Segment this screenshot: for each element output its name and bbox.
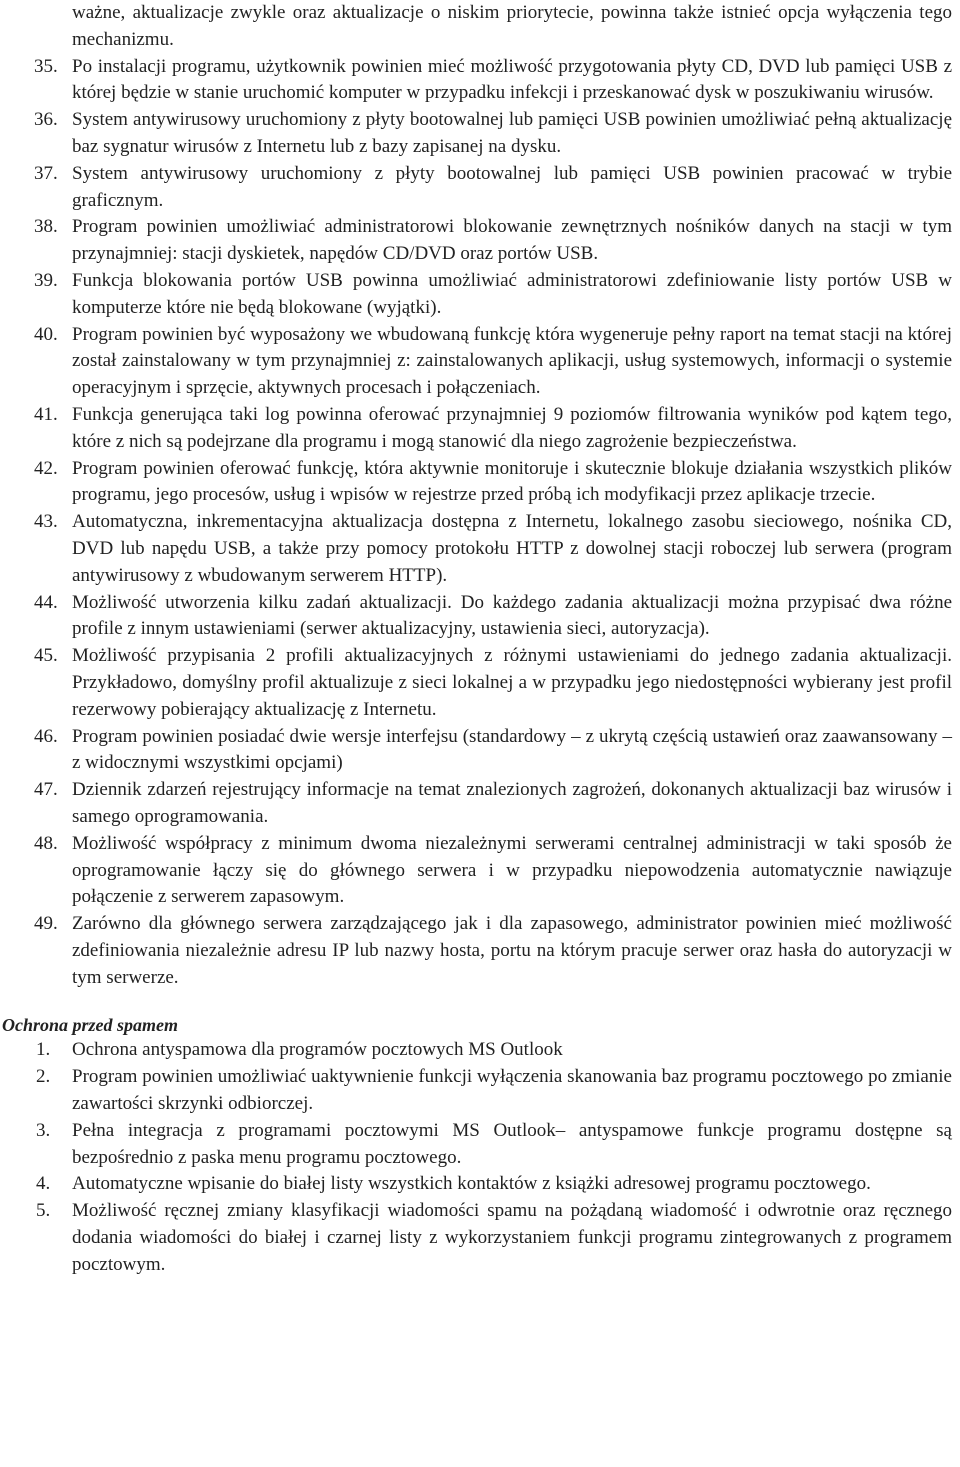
- item-number: 41.: [34, 403, 58, 425]
- item-number: 44.: [34, 591, 58, 613]
- item-text: Automatyczne wpisanie do białej listy wszystkich kontaktów z książki adresowej programu pocztowego.: [72, 1173, 871, 1195]
- list-item: [0, 107, 960, 161]
- list-item: [0, 590, 960, 644]
- list-item: [0, 1171, 960, 1198]
- item-number: 37.: [34, 162, 58, 184]
- item-number: 47.: [34, 779, 58, 801]
- spam-requirements-list: [0, 1037, 960, 1278]
- item-text: Program powinien posiadać dwie wersje interfejsu (standardowy – z ukrytą częścią ustawień oraz zaawansowany – z widocznymi wszystkimi opcjami): [72, 725, 952, 774]
- continuation-paragraph: ważne, aktualizacje zwykle oraz aktualizacje o niskim priorytecie, powinna także istnieć opcja wyłączenia tego mechanizmu.: [72, 2, 952, 50]
- list-item: [0, 322, 960, 402]
- item-number: 2.: [36, 1066, 51, 1088]
- item-text: Ochrona antyspamowa dla programów pocztowych MS Outlook: [72, 1039, 563, 1061]
- item-text: System antywirusowy uruchomiony z płyty bootowalnej lub pamięci USB powinien umożliwiać pełną aktualizację baz sygnatur wirusów z Internetu lub z bazy zapisanej na dysku.: [72, 109, 952, 157]
- item-number: 38.: [34, 216, 58, 238]
- item-number: 42.: [34, 457, 58, 479]
- item-number: 49.: [34, 913, 58, 935]
- list-item: [0, 402, 960, 456]
- item-number: 35.: [34, 55, 58, 77]
- item-number: 36.: [34, 109, 58, 131]
- item-number: 46.: [34, 725, 58, 747]
- item-text: Program powinien oferować funkcję, która aktywnie monitoruje i skutecznie blokuje działania wszystkich plików programu, jego procesów, usług i wpisów w rejestrze przed próbą ich modyfikacji przez aplikacje trzecie.: [72, 457, 952, 506]
- list-item: [0, 509, 960, 589]
- list-item: [0, 831, 960, 911]
- list-item: [0, 214, 960, 268]
- item-number: 5.: [36, 1200, 51, 1222]
- list-item: [0, 1198, 960, 1278]
- item-number: 39.: [34, 269, 58, 291]
- item-text: Funkcja generująca taki log powinna oferować przynajmniej 9 poziomów filtrowania wyników pod kątem tego, które z nich są podejrzane dla programu i mogą stanowić dla niego zagrożenie bezpieczeństwa.: [72, 403, 952, 452]
- item-text: Możliwość utworzenia kilku zadań aktualizacji. Do każdego zadania aktualizacji można przypisać dwa różne profile z innym ustawieniami (serwer aktualizacyjny, ustawienia sieci, autoryzacja).: [72, 591, 952, 640]
- item-number: 4.: [36, 1173, 51, 1195]
- list-item: [0, 54, 960, 108]
- item-text: Program powinien umożliwiać administratorowi blokowanie zewnętrznych nośników danych na stacji w tym przynajmniej: stacji dyskietek, napędów CD/DVD oraz portów USB.: [72, 216, 952, 265]
- list-item: [0, 268, 960, 322]
- item-text: Zarówno dla głównego serwera zarządzającego jak i dla zapasowego, administrator powinien mieć możliwość zdefiniowania niezależnie adresu IP lub nazwy hosta, portu na którym pracuje serwer oraz hasła do autoryzacji w tym serwerze.: [72, 913, 952, 988]
- item-text: Pełna integracja z programami pocztowymi MS Outlook– antyspamowe funkcje programu dostępne są bezpośrednio z paska menu programu pocztowego.: [72, 1119, 952, 1168]
- list-item: [0, 911, 960, 991]
- item-number: 3.: [36, 1119, 51, 1141]
- item-text: Program powinien umożliwiać uaktywnienie funkcji wyłączenia skanowania baz programu pocztowego po zmianie zawartości skrzynki odbiorczej.: [72, 1066, 952, 1115]
- item-number: 1.: [36, 1039, 51, 1061]
- list-item: [0, 724, 960, 778]
- item-text: Funkcja blokowania portów USB powinna umożliwiać administratorowi zdefiniowanie listy portów USB w komputerze które nie będą blokowane (wyjątki).: [72, 269, 952, 318]
- item-text: Możliwość współpracy z minimum dwoma niezależnymi serwerami centralnej administracji w taki sposób że oprogramowanie łączy się do głównego serwera i w przypadku niepowodzenia automatycznie nawiązuje połączenie z serwerem zapasowym.: [72, 832, 952, 908]
- item-text: Możliwość ręcznej zmiany klasyfikacji wiadomości spamu na pożądaną wiadomość i odwrotnie oraz ręcznego dodania wiadomości do białej i czarnej listy z wykorzystaniem funkcji programu zintegrowanych z programem pocztowym.: [72, 1200, 952, 1275]
- item-text: Możliwość przypisania 2 profili aktualizacyjnych z różnymi ustawieniami do jednego zadania aktualizacji. Przykładowo, domyślny profil aktualizuje z sieci lokalnej a w przypadku jego niedostępności wybierany jest profil rezerwowy pobierający aktualizację z Internetu.: [72, 645, 952, 720]
- list-item: [0, 1118, 960, 1172]
- item-text: System antywirusowy uruchomiony z płyty bootowalnej lub pamięci USB powinien pracować w trybie graficznym.: [72, 162, 952, 211]
- item-text: Program powinien być wyposażony we wbudowaną funkcję która wygeneruje pełny raport na temat stacji na której został zainstalowany w tym przynajmniej z: zainstalowanych aplikacji, usług systemowych, informacji o systemie operacyjnym i sprzęcie, aktywnych procesach i połączeniach.: [72, 323, 952, 399]
- list-item: [0, 161, 960, 215]
- requirements-list: [0, 54, 960, 992]
- item-text: Po instalacji programu, użytkownik powinien mieć możliwość przygotowania płyty CD, DVD lub pamięci USB z której będzie w stanie uruchomić komputer w przypadku infekcji i przeskanować dysk w poszukiwaniu wirusów.: [72, 55, 952, 104]
- list-item: [0, 777, 960, 831]
- list-item: [0, 1037, 960, 1064]
- item-number: 45.: [34, 645, 58, 667]
- item-number: 48.: [34, 832, 58, 854]
- item-number: 43.: [34, 511, 58, 533]
- item-text: Automatyczna, inkrementacyjna aktualizacja dostępna z Internetu, lokalnego zasobu sieciowego, nośnika CD, DVD lub napędu USB, a także przy pomocy protokołu HTTP z dowolnej stacji roboczej lub serwera (program antywirusowy z wbudowanym serwerem HTTP).: [72, 511, 952, 586]
- list-item: [0, 1064, 960, 1118]
- section-heading-spam: Ochrona przed spamem: [2, 1015, 179, 1036]
- list-item: [0, 643, 960, 723]
- list-item: [0, 456, 960, 510]
- item-number: 40.: [34, 323, 58, 345]
- item-text: Dziennik zdarzeń rejestrujący informacje na temat znalezionych zagrożeń, dokonanych aktualizacji baz wirusów i samego oprogramowania.: [72, 779, 952, 827]
